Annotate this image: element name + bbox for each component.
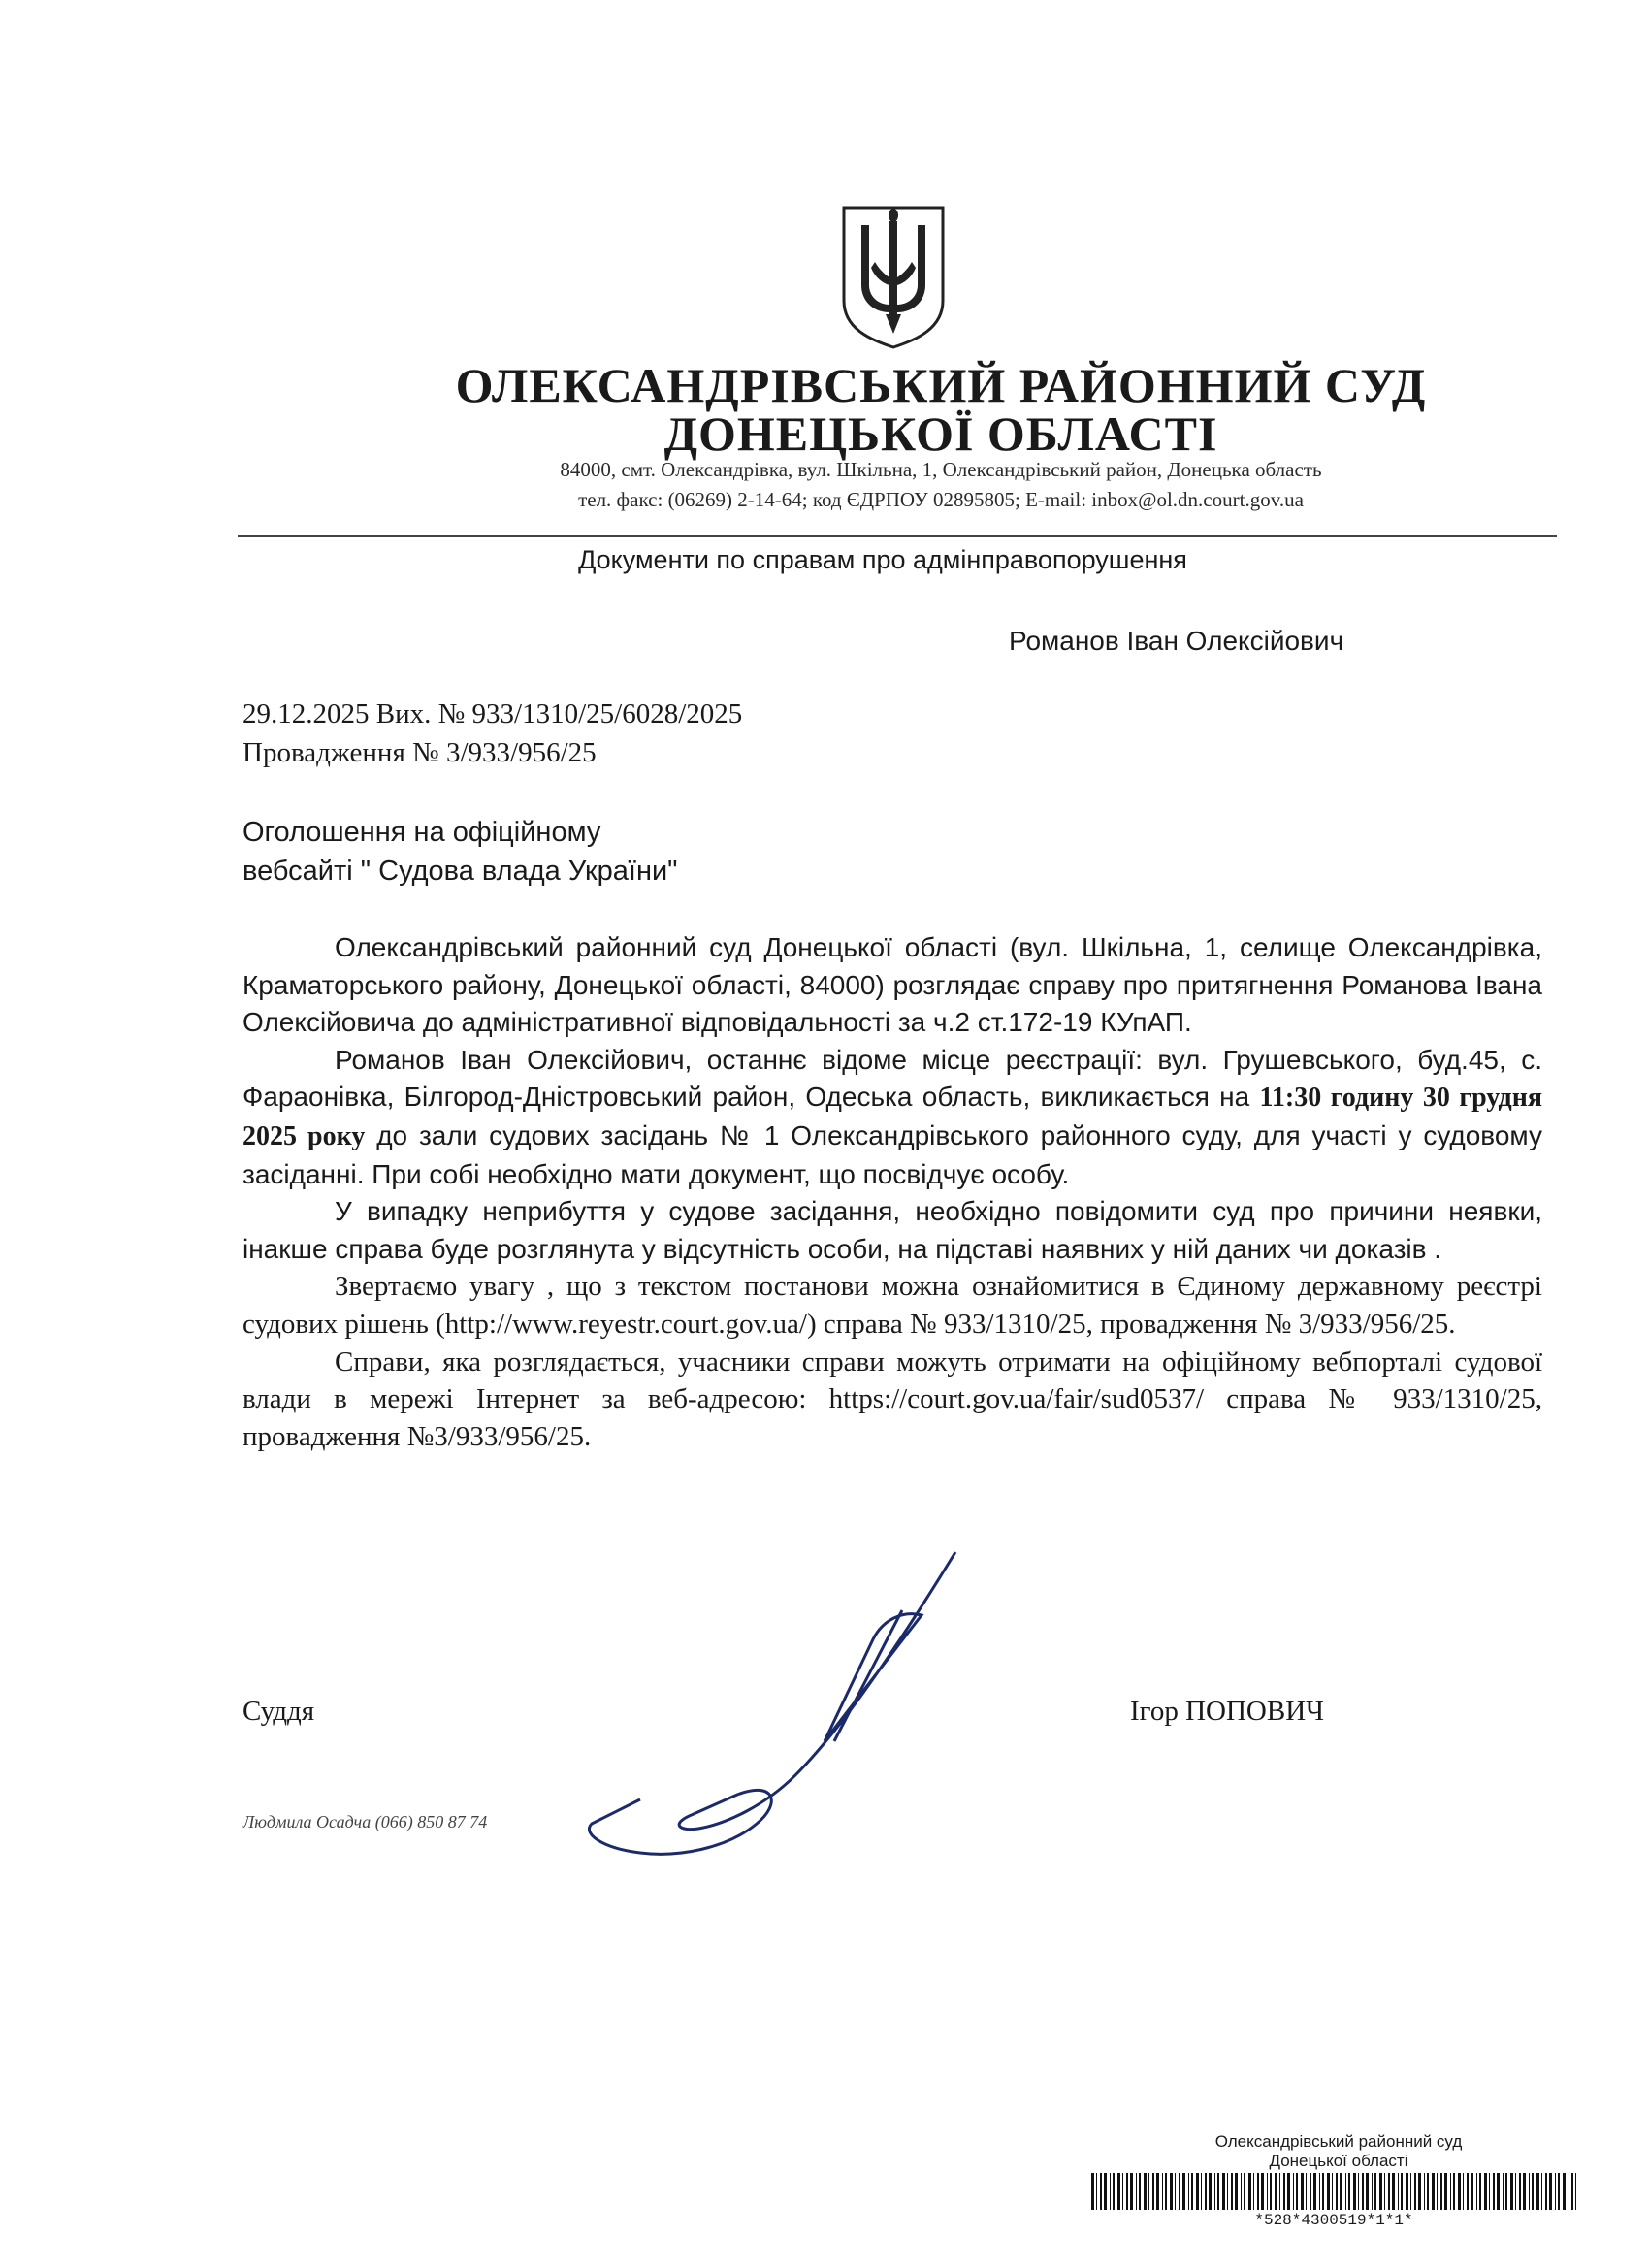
trident-coat-of-arms-icon xyxy=(840,204,947,349)
barcode-icon xyxy=(1091,2173,1576,2210)
body-paragraph-registry: Звертаємо увагу , що з текстом постанови можна ознайомитися в Єдиному державному реєстрі судових рішень (http://www.reyestr.court.gov.ua/) справа № 933/1310/25, провадження № 3/933/956/25. xyxy=(242,1271,1542,1340)
body-paragraph-portal: Справи, яка розглядається, учасники справи можуть отримати на офіційному вебпорталі судової влади в мережі Інтернет за веб-адресою: https://court.gov.ua/fair/sud0537/ справа № 933/1310/25, провадження №3/933/956/25. xyxy=(242,1345,1542,1452)
summons-text-end: до зали судових засідань № 1 Олександрівського районного суду, для участі у судовому засіданні. При собі необхідно мати документ, що посвідчує особу. xyxy=(242,1119,1542,1189)
stamp-court-name: Олександрівський районний суд xyxy=(1214,2132,1463,2151)
body-paragraph-case: Олександрівський районний суд Донецької області (вул. Шкільна, 1, селище Олександрівка, Краматорського району, Донецької області, 84000) розглядає справу про притягнення Романова Івана Олексійовича до адміністративної відповідальності за ч.2 ст.172-19 КУпАП. xyxy=(242,932,1542,1038)
body-paragraph-summons xyxy=(242,1042,1542,1193)
court-name-line1: ОЛЕКСАНДРІВСЬКИЙ РАЙОННИЙ СУД xyxy=(455,358,1427,412)
announcement-title-line2: вебсайті " Судова влада України" xyxy=(242,856,678,887)
court-contacts: тел. факс: (06269) 2-14-64; код ЄДРПОУ 02895805; E-mail: inbox@ol.dn.court.gov.ua xyxy=(578,488,1304,511)
document-category: Документи по справам про адмінправопорушення xyxy=(578,545,1187,574)
barcode-number: *528*4300519*1*1* xyxy=(1254,2212,1413,2229)
letter-body xyxy=(242,929,1542,1455)
header-divider xyxy=(238,535,1557,537)
court-address: 84000, смт. Олександрівка, вул. Шкільна, 1, Олександрівський район, Донецька область xyxy=(560,458,1322,481)
summons-text-start: Романов Іван Олексійович, останнє відоме місце реєстрації: вул. Грушевського, буд.45, с. Фараонівка, Білгород-Дністровський район, Одеська область, викликається на xyxy=(242,1044,1542,1113)
announcement-title-line1: Оголошення на офіційному xyxy=(242,817,601,848)
stamp-court-region: Донецької області xyxy=(1269,2152,1408,2170)
executor-contact: Людмила Осадча (066) 850 87 74 xyxy=(242,1812,488,1831)
court-name-line2: ДОНЕЦЬКОЇ ОБЛАСТІ xyxy=(663,406,1218,461)
body-paragraph-absence: У випадку неприбуття у судове засідання, необхідно повідомити суд про причини неявки, інакше справа буде розглянута у відсутність особи, на підставі наявних у ній даних чи доказів . xyxy=(242,1196,1542,1264)
proceeding-number: Провадження № 3/933/956/25 xyxy=(242,737,597,768)
judge-name: Ігор ПОПОВИЧ xyxy=(1130,1696,1324,1727)
hearing-datetime: 11:30 годину 30 грудня 2025 року xyxy=(242,1083,1542,1151)
outgoing-number: 29.12.2025 Вих. № 933/1310/25/6028/2025 xyxy=(242,698,743,729)
judge-label: Суддя xyxy=(242,1696,315,1727)
judge-signature-icon xyxy=(582,1533,989,1882)
recipient-name: Романов Іван Олексійович xyxy=(1009,626,1344,656)
